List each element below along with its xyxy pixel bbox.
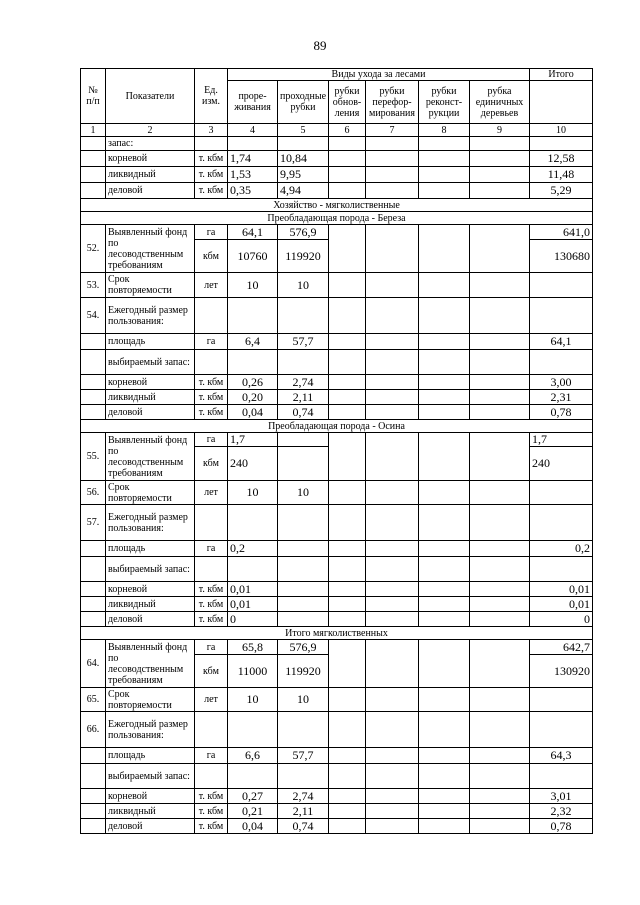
cell-total: 5,29 xyxy=(530,183,593,199)
cell-value: 0,35 xyxy=(228,183,278,199)
cell-value: 1,7 xyxy=(228,433,278,447)
cell-value: 576,9 xyxy=(278,640,329,655)
row-unit: кбм xyxy=(195,240,228,273)
row-unit: лет xyxy=(195,688,228,712)
row-unit: га xyxy=(195,640,228,655)
table-row xyxy=(81,748,593,764)
colnum-9: 9 xyxy=(470,124,530,137)
table-row xyxy=(81,390,593,405)
cell-total: 1,7 xyxy=(530,433,593,447)
row-number: 56. xyxy=(81,481,106,505)
cell-value: 57,7 xyxy=(278,748,329,764)
cell-value: 2,11 xyxy=(278,390,329,405)
row-label: деловой xyxy=(106,819,195,834)
table-row xyxy=(81,273,593,298)
cell-total: 641,0 xyxy=(530,225,593,240)
header-type-renewal: рубки обнов-ления xyxy=(329,81,366,124)
cell-value: 0,04 xyxy=(228,819,278,834)
cell-total: 0,78 xyxy=(530,819,593,834)
row-unit: т. кбм xyxy=(195,789,228,804)
header-total: Итого xyxy=(530,69,593,81)
cell-value: 0,74 xyxy=(278,405,329,420)
cell-value: 0,04 xyxy=(228,405,278,420)
cell-value: 0,2 xyxy=(228,541,278,557)
header-indicators: Показатели xyxy=(106,69,195,124)
cell-value: 1,53 xyxy=(228,167,278,183)
cell-value: 10 xyxy=(228,481,278,505)
section-heading: Преобладающая порода - Береза xyxy=(81,212,593,225)
row-number: 55. xyxy=(81,433,106,481)
cell-value: 1,74 xyxy=(228,151,278,167)
header-type-reconstruction: рубки реконст-рукции xyxy=(419,81,470,124)
row-unit: т. кбм xyxy=(195,151,228,167)
row-number: 57. xyxy=(81,505,106,541)
row-number: 64. xyxy=(81,640,106,688)
header-unit: Ед. изм. xyxy=(195,69,228,124)
row-label: деловой xyxy=(106,405,195,420)
cell-value: 65,8 xyxy=(228,640,278,655)
cell-value: 9,95 xyxy=(278,167,329,183)
row-unit: га xyxy=(195,433,228,447)
row-unit: т. кбм xyxy=(195,405,228,420)
colnum-4: 4 xyxy=(228,124,278,137)
colnum-1: 1 xyxy=(81,124,106,137)
cell-total: 12,58 xyxy=(530,151,593,167)
cell-value: 119920 xyxy=(278,240,329,273)
row-unit: т. кбм xyxy=(195,804,228,819)
table-row xyxy=(81,819,593,834)
row-label: выбираемый запас: xyxy=(106,764,195,789)
row-label: Ежегодный размер пользования: xyxy=(106,298,195,334)
row-label: площадь xyxy=(106,334,195,350)
cell-total: 0,01 xyxy=(530,582,593,597)
table-row xyxy=(81,167,593,183)
cell-value: 2,74 xyxy=(278,789,329,804)
row-label: корневой xyxy=(106,151,195,167)
row-label: площадь xyxy=(106,748,195,764)
row-label: выбираемый запас: xyxy=(106,557,195,582)
row-unit: т. кбм xyxy=(195,183,228,199)
row-number: 52. xyxy=(81,225,106,273)
cell-total: 130920 xyxy=(530,655,593,688)
cell-total: 11,48 xyxy=(530,167,593,183)
cell-total: 3,01 xyxy=(530,789,593,804)
table-row xyxy=(81,298,593,334)
cell-value: 0,21 xyxy=(228,804,278,819)
table-row xyxy=(81,640,593,655)
row-label: Срок повторяемости xyxy=(106,273,195,298)
row-unit: лет xyxy=(195,481,228,505)
table-row xyxy=(81,582,593,597)
row-label: Выявленный фонд по лесоводственным требованиям xyxy=(106,225,195,273)
table-row xyxy=(81,505,593,541)
cell-value: 10760 xyxy=(228,240,278,273)
table-row xyxy=(81,481,593,505)
row-unit: кбм xyxy=(195,447,228,481)
row-label: деловой xyxy=(106,183,195,199)
table-row xyxy=(81,350,593,375)
table-row xyxy=(81,541,593,557)
cell-total: 2,32 xyxy=(530,804,593,819)
cell-value: 0 xyxy=(228,612,278,627)
row-label: Срок повторяемости xyxy=(106,688,195,712)
cell-total: 130680 xyxy=(530,240,593,273)
row-unit: т. кбм xyxy=(195,612,228,627)
table-row xyxy=(81,151,593,167)
cell-total: 0,2 xyxy=(530,541,593,557)
cell-value: 10 xyxy=(228,688,278,712)
row-label: Ежегодный размер пользования: xyxy=(106,712,195,748)
row-label: ликвидный xyxy=(106,167,195,183)
row-unit: га xyxy=(195,225,228,240)
cell-value: 10,84 xyxy=(278,151,329,167)
colnum-5: 5 xyxy=(278,124,329,137)
table-row xyxy=(81,405,593,420)
cell-total: 64,1 xyxy=(530,334,593,350)
colnum-10: 10 xyxy=(530,124,593,137)
cell-value: 0,26 xyxy=(228,375,278,390)
row-label: Срок повторяемости xyxy=(106,481,195,505)
header-no: № п/п xyxy=(81,69,106,124)
cell-value: 576,9 xyxy=(278,225,329,240)
row-label: ликвидный xyxy=(106,804,195,819)
cell-value: 10 xyxy=(278,481,329,505)
cell-total: 240 xyxy=(530,447,593,481)
row-label: Выявленный фонд по лесоводственным требованиям xyxy=(106,640,195,688)
cell-value: 2,74 xyxy=(278,375,329,390)
row-unit: т. кбм xyxy=(195,390,228,405)
header-total-blank xyxy=(530,81,593,124)
row-number: 66. xyxy=(81,712,106,748)
table-row xyxy=(81,433,593,447)
row-label: запас: xyxy=(106,137,195,151)
cell-value: 6,6 xyxy=(228,748,278,764)
cell-total: 2,31 xyxy=(530,390,593,405)
table-row xyxy=(81,597,593,612)
colnum-6: 6 xyxy=(329,124,366,137)
row-unit: т. кбм xyxy=(195,167,228,183)
table-row xyxy=(81,688,593,712)
header-types-title: Виды ухода за лесами xyxy=(228,69,530,81)
row-number: 53. xyxy=(81,273,106,298)
row-unit: га xyxy=(195,541,228,557)
table-row xyxy=(81,334,593,350)
table-row xyxy=(81,183,593,199)
header-type-reformation: рубки перефор-мирования xyxy=(366,81,419,124)
row-unit: лет xyxy=(195,273,228,298)
row-unit: кбм xyxy=(195,655,228,688)
table-row xyxy=(81,612,593,627)
cell-value: 10 xyxy=(278,688,329,712)
row-unit: га xyxy=(195,748,228,764)
row-unit: т. кбм xyxy=(195,582,228,597)
row-label: корневой xyxy=(106,789,195,804)
cell-value: 119920 xyxy=(278,655,329,688)
table-row xyxy=(81,804,593,819)
row-label: деловой xyxy=(106,612,195,627)
cell-value: 57,7 xyxy=(278,334,329,350)
page-number: 89 xyxy=(313,38,327,53)
cell-value: 6,4 xyxy=(228,334,278,350)
cell-value: 0,01 xyxy=(228,597,278,612)
cell-value: 0,27 xyxy=(228,789,278,804)
table-row xyxy=(81,375,593,390)
forest-care-table xyxy=(80,68,593,834)
row-label: площадь xyxy=(106,541,195,557)
cell-total: 0 xyxy=(530,612,593,627)
table-row xyxy=(81,789,593,804)
table-row xyxy=(81,557,593,582)
colnum-7: 7 xyxy=(366,124,419,137)
header-type-passage: проходные рубки xyxy=(278,81,329,124)
table-row xyxy=(81,225,593,240)
table-row xyxy=(81,764,593,789)
row-label: выбираемый запас: xyxy=(106,350,195,375)
row-number: 65. xyxy=(81,688,106,712)
row-label: ликвидный xyxy=(106,597,195,612)
colnum-3: 3 xyxy=(195,124,228,137)
row-number: 54. xyxy=(81,298,106,334)
table-row xyxy=(81,712,593,748)
row-unit: т. кбм xyxy=(195,597,228,612)
cell-value: 64,1 xyxy=(228,225,278,240)
cell-value: 10 xyxy=(228,273,278,298)
cell-value: 10 xyxy=(278,273,329,298)
row-label: ликвидный xyxy=(106,390,195,405)
header-type-thinning: прорe-живания xyxy=(228,81,278,124)
row-unit: т. кбм xyxy=(195,375,228,390)
cell-value: 4,94 xyxy=(278,183,329,199)
row-unit: га xyxy=(195,334,228,350)
cell-value: 2,11 xyxy=(278,804,329,819)
colnum-2: 2 xyxy=(106,124,195,137)
table-row xyxy=(81,137,593,151)
cell-value: 0,01 xyxy=(228,582,278,597)
cell-total: 3,00 xyxy=(530,375,593,390)
cell-total: 0,01 xyxy=(530,597,593,612)
section-heading: Итого мягколиственных xyxy=(81,627,593,640)
row-label: корневой xyxy=(106,375,195,390)
section-heading: Хозяйство - мягколиственные xyxy=(81,199,593,212)
cell-total: 642,7 xyxy=(530,640,593,655)
cell-value: 0,20 xyxy=(228,390,278,405)
row-label: Ежегодный размер пользования: xyxy=(106,505,195,541)
cell-value: 11000 xyxy=(228,655,278,688)
cell-value: 240 xyxy=(228,447,278,481)
section-heading: Преобладающая порода - Осина xyxy=(81,420,593,433)
cell-total: 64,3 xyxy=(530,748,593,764)
row-unit: т. кбм xyxy=(195,819,228,834)
colnum-8: 8 xyxy=(419,124,470,137)
row-label: Выявленный фонд по лесоводственным требованиям xyxy=(106,433,195,481)
header-type-single-trees: рубка единичных деревьев xyxy=(470,81,530,124)
row-label: корневой xyxy=(106,582,195,597)
cell-value: 0,74 xyxy=(278,819,329,834)
cell-total: 0,78 xyxy=(530,405,593,420)
